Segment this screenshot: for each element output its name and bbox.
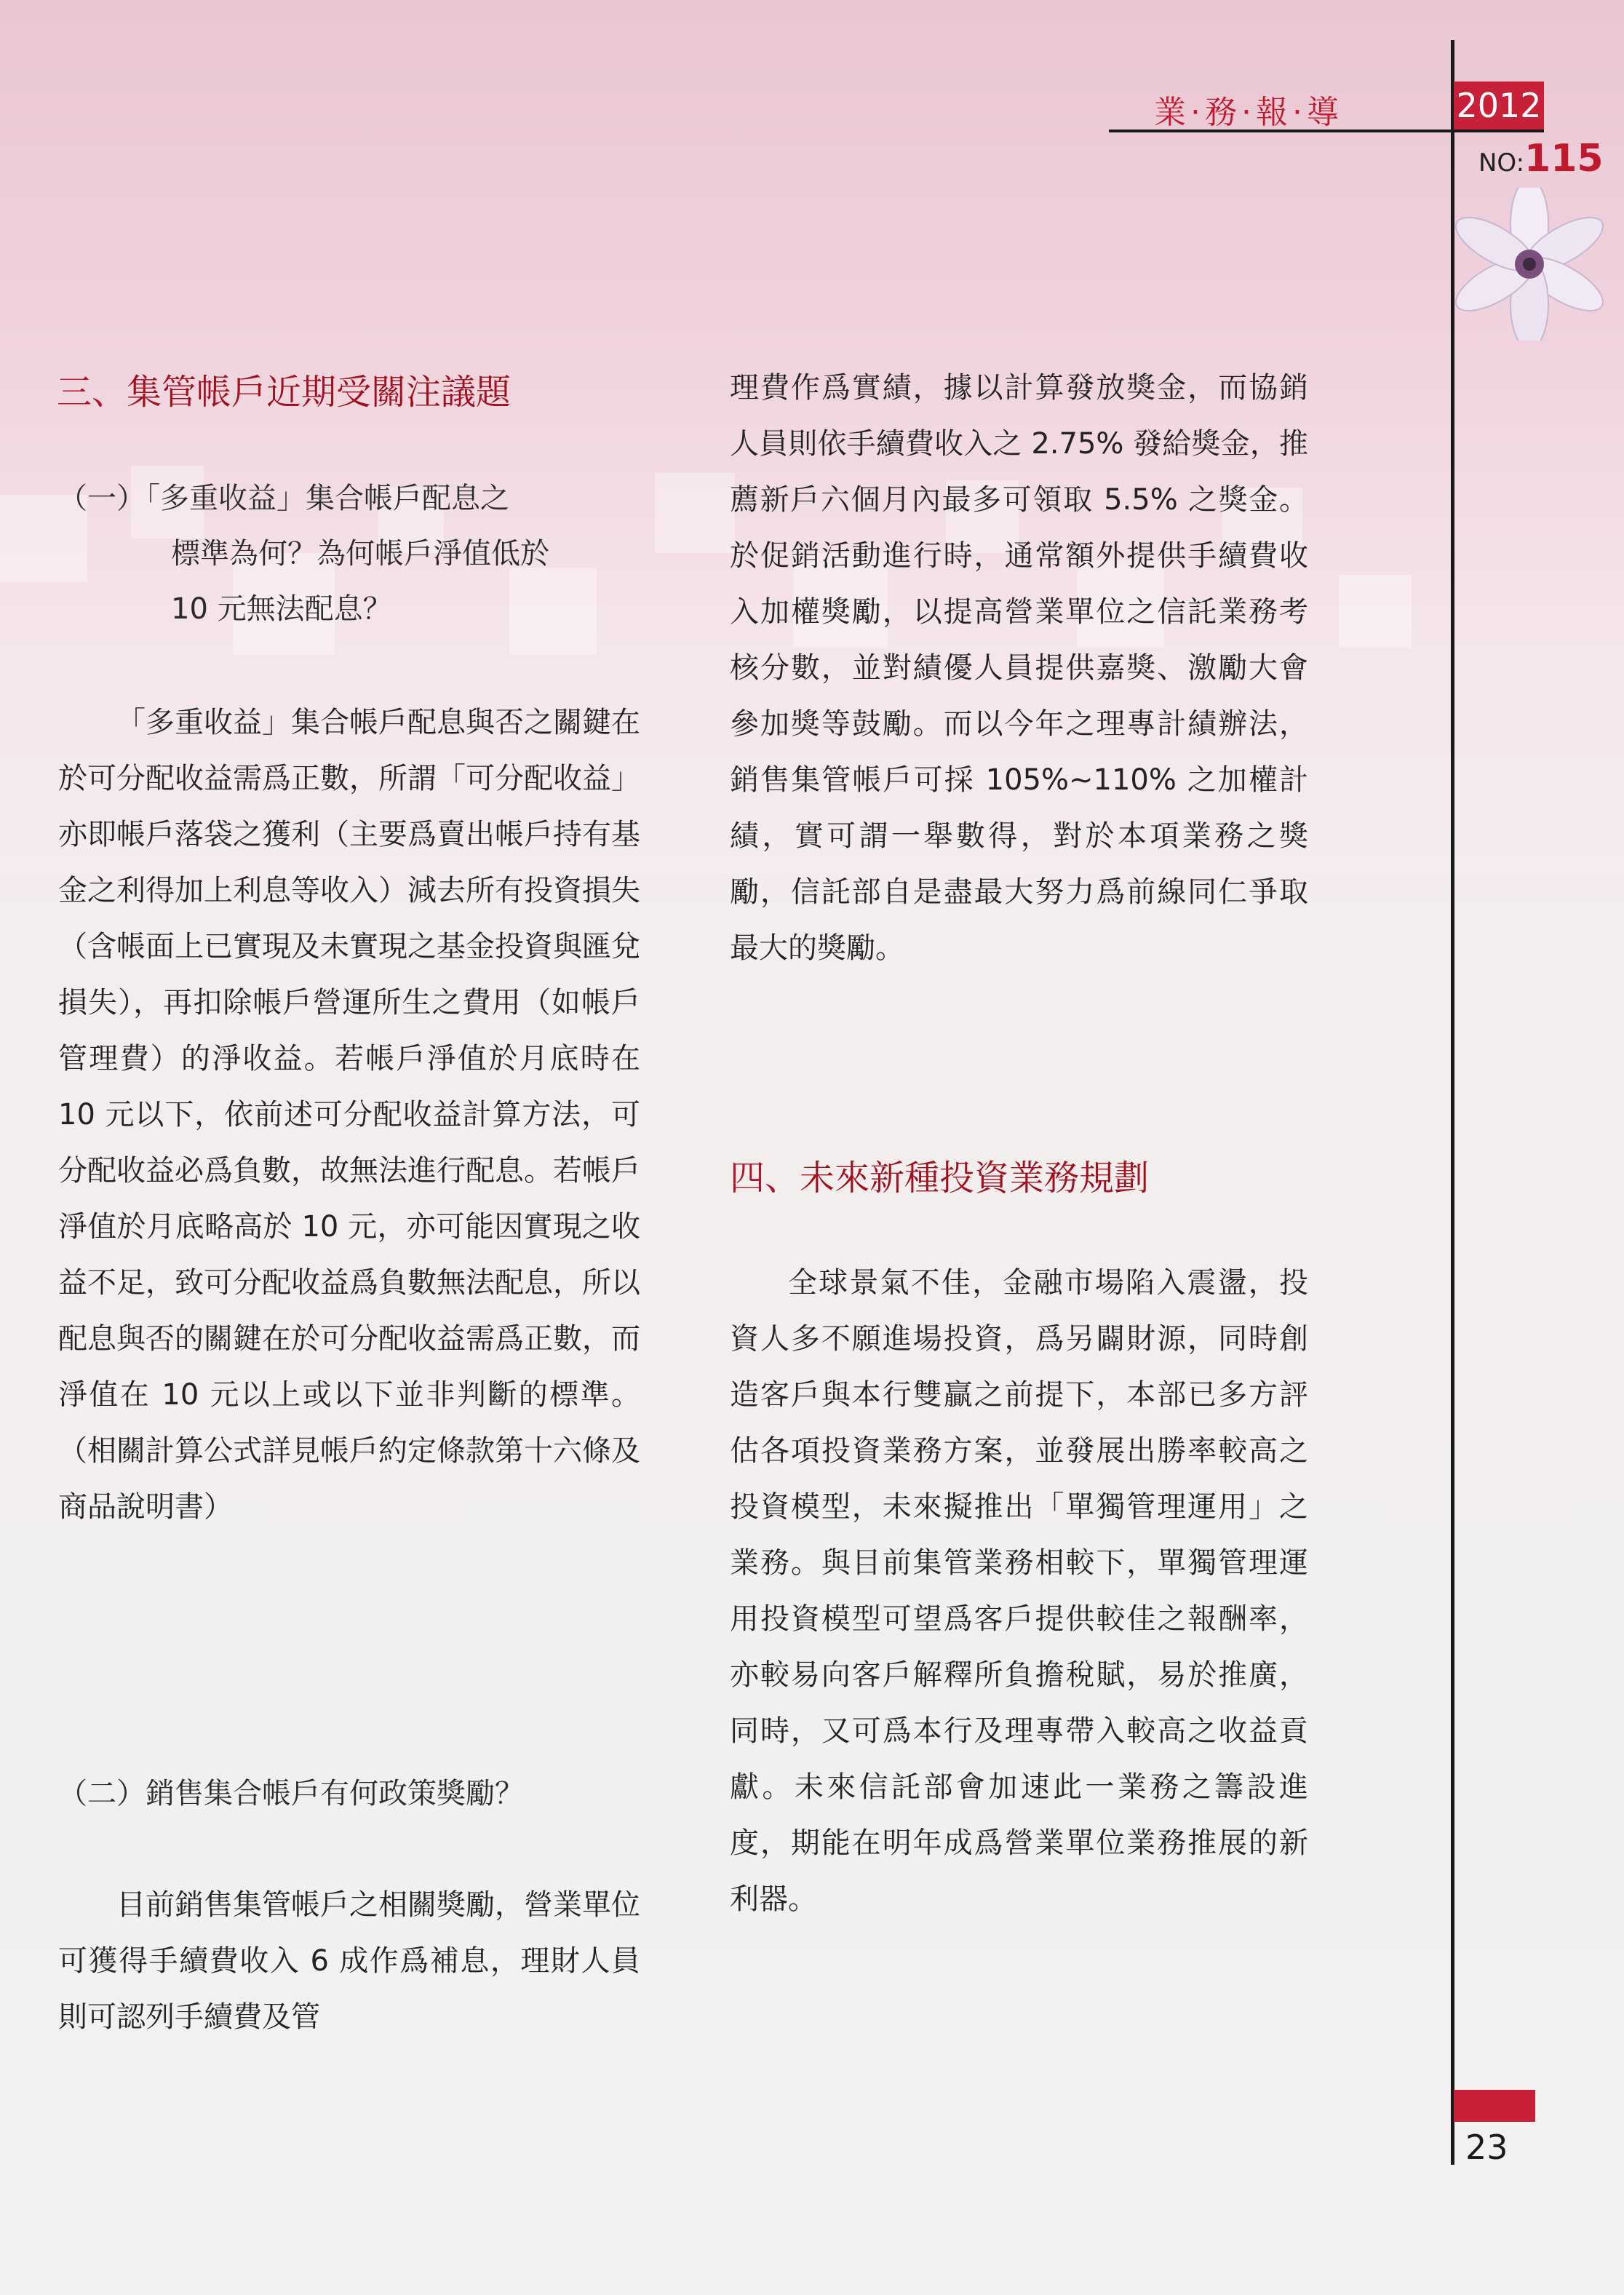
paragraph-new-business: 全球景氣不佳，金融市場陷入震盪，投資人多不願進場投資，爲另闢財源，同時創造客戶與本行雙贏之前提下，本部已多方評估各項投資業務方案，並發展出勝率較高之投資模型，未來擬推出「單獨管理運用」之業務。與目前集管業務相較下，單獨管理運用投資模型可望爲客戶提供較佳之報酬率，亦較易向客戶解釋所負擔稅賦，易於推廣，同時，又可爲本行及理專帶入較高之收益貢獻。未來信託部會加速此一業務之籌設進度，期能在明年成爲營業單位業務推展的新利器。: [730, 1266, 1308, 1916]
question-1-line-1: （一）「多重收益」集合帳戶配息之: [58, 482, 509, 515]
question-1-line-3: 10 元無法配息？: [171, 592, 392, 626]
paragraph-incentives-continued: 理費作爲實績，據以計算發放獎金，而協銷人員則依手續費收入之 2.75% 發給獎金，推薦新戶六個月內最多可領取 5.5% 之獎金。於促銷活動進行時，通常額外提供手續費收入加權獎勵，以提高營業單位之信託業務考核分數，並對績優人員提供嘉獎、激勵大會參加獎等鼓勵。而以今年之理專計績辦法，銷售集管帳戶可採 105%~110% 之加權計績，實可謂一舉數得，對於本項業務之獎勵，信託部自是盡最大努力爲前線同仁爭取最大的獎勵。: [730, 371, 1308, 965]
lily-flower-icon: [1449, 188, 1617, 341]
paragraph-multi-income: 「多重收益」集合帳戶配息與否之關鍵在於可分配收益需爲正數，所謂「可分配收益」亦即帳戶落袋之獲利（主要爲賣出帳戶持有基金之利得加上利息等收入）減去所有投資損失（含帳面上已實現及未實現之基金投資與匯兌損失），再扣除帳戶營運所生之費用（如帳戶管理費）的淨收益。若帳戶淨值於月底時在 10 元以下，依前述可分配收益計算方法，可分配收益必爲負數，故無法進行配息。若帳戶淨值於月底略高於 10 元，亦可能因實現之收益不足，致可分配收益爲負數無法配息，所以配息與否的關鍵在於可分配收益需爲正數，而淨值在 10 元以上或以下並非判斷的標準。（相關計算公式詳見帳戶約定條款第十六條及商品說明書）: [58, 706, 640, 1524]
section-4-number: 四、: [730, 1158, 800, 1198]
question-1: [58, 471, 648, 637]
section-3-title: [57, 364, 511, 414]
page-number-marker: [1454, 2090, 1535, 2122]
section-3-text: 集管帳戶近期受關注議題: [127, 372, 512, 413]
section-4-text: 未來新種投資業務規劃: [800, 1158, 1150, 1198]
question-2: （二）銷售集合帳戶有何政策獎勵？: [58, 1777, 524, 1810]
section-4-title: [730, 1150, 1149, 1200]
question-1-line-2: 標準為何？為何帳戶淨值低於: [171, 537, 549, 570]
year-badge: 2012: [1454, 81, 1544, 130]
section-3-number: 三、: [57, 372, 127, 413]
issue-label: NO:: [1478, 148, 1525, 178]
issue-number: [1478, 137, 1604, 180]
vertical-rule: [1451, 40, 1454, 2165]
header-section-title: 業·務·報·導: [1154, 94, 1343, 131]
issue-value: 115: [1524, 137, 1604, 180]
paragraph-incentives: 目前銷售集管帳戶之相關獎勵，營業單位可獲得手續費收入 6 成作爲補息，理財人員則可認列手續費及管: [58, 1888, 640, 2034]
page-number: 23: [1465, 2128, 1508, 2167]
